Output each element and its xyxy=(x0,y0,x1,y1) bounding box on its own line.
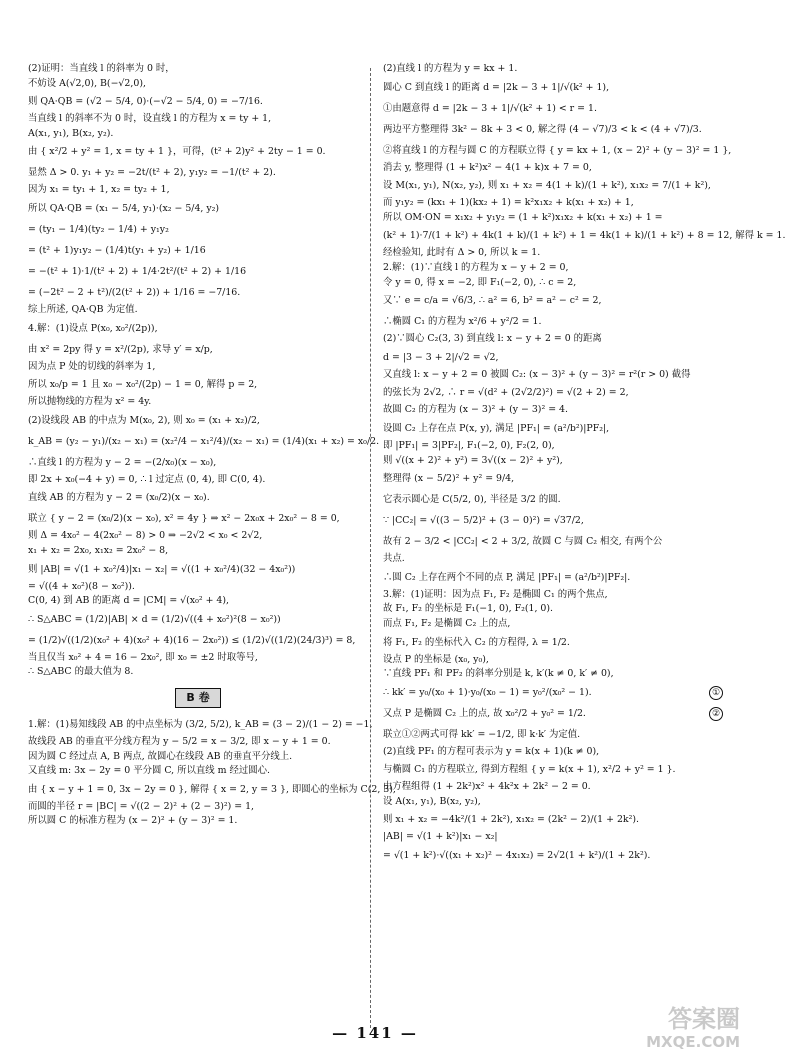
text-line: (2)设线段 AB 的中点为 M(x₀, 2), 则 x₀ = (x₁ + x₂)/2, xyxy=(28,414,260,426)
text-line: 联立①②两式可得 kk′ = −1/2, 即 k·k′ 为定值. xyxy=(383,728,581,740)
text-line: ∵ |CC₂| = √((3 − 5/2)² + (3 − 0)²) = √37/2, xyxy=(383,515,584,527)
text-line xyxy=(383,703,723,724)
text-line: 所以 OM·ON = x₁x₂ + y₁y₂ = (1 + k²)x₁x₂ + k(x₁ + x₂) + 1 = xyxy=(383,211,663,223)
text-line: 不妨设 A(√2,0), B(−√2,0), xyxy=(28,77,146,89)
text-line: 所以 x₀/p = 1 且 x₀ − x₀²/(2p) − 1 = 0, 解得 p = 2, xyxy=(28,379,258,391)
text-line: 1.解：(1)易知线段 AB 的中点坐标为 (3/2, 5/2), k_AB = (3 − 2)/(1 − 2) = −1, xyxy=(28,718,373,730)
text-line: 由 x² = 2py 得 y = x²/(2p), 求导 y′ = x/p, xyxy=(28,343,213,355)
text-line: 所以 QA·QB = (x₁ − 5/4, y₁)·(x₂ − 5/4, y₂) xyxy=(28,202,220,214)
equation-marker: ① xyxy=(709,686,723,700)
page-number: — 141 — xyxy=(332,1024,418,1042)
text-line: 即 |PF₁| = 3|PF₂|, F₁(−2, 0), F₂(2, 0), xyxy=(383,439,555,451)
text-line: 整理得 (x − 5/2)² + y² = 9/4, xyxy=(383,473,515,485)
text-line: = (ty₁ − 1/4)(ty₂ − 1/4) + y₁y₂ xyxy=(28,223,169,235)
text-line: 3.解：(1)证明：因为点 F₁, F₂ 是椭圆 C₁ 的两个焦点, xyxy=(383,588,608,600)
text-line: 消去 y, 整理得 (1 + k²)x² − 4(1 + k)x + 7 = 0, xyxy=(383,161,592,173)
text-line: = −(t² + 1)·1/(t² + 2) + 1/4·2t²/(t² + 2) + 1/16 xyxy=(28,265,247,277)
text-line: 共点. xyxy=(383,553,405,565)
text-line: 则 QA·QB = (√2 − 5/4, 0)·(−√2 − 5/4, 0) = −7/16. xyxy=(28,96,263,108)
watermark-logo xyxy=(612,1005,740,1057)
text-line: 又∵ e = c/a = √6/3, ∴ a² = 6, b² = a² − c² = 2, xyxy=(383,295,602,307)
text-line: 则 |AB| = √(1 + x₀²/4)|x₁ − x₂| = √((1 + x₀²/4)(32 − 4x₀²)) xyxy=(28,563,296,575)
text-line: C(0, 4) 到 AB 的距离 d = |CM| = √(x₀² + 4), xyxy=(28,595,230,607)
text-line: 经检验知, 此时有 Δ > 0, 所以 k = 1. xyxy=(383,247,541,259)
column-divider xyxy=(370,68,371,1028)
text-line: 圆心 C 到直线 l 的距离 d = |2k − 3 + 1|/√(k² + 1), xyxy=(383,81,610,93)
text-line: = √(1 + k²)·√((x₁ + x₂)² − 4x₁x₂) = 2√2(1 + k²)/(1 + 2k²). xyxy=(383,850,651,862)
text-fragment: ∴ kk′ = y₀/(x₀ + 1)·y₀/(x₀ − 1) = y₀²/(x₀² − 1). xyxy=(383,686,592,698)
text-line: 因为 x₁ = ty₁ + 1, x₂ = ty₂ + 1, xyxy=(28,184,170,196)
text-line: 令 y = 0, 得 x = −2, 即 F₁(−2, 0), ∴ c = 2, xyxy=(383,276,577,288)
section-label: B 卷 xyxy=(175,688,220,708)
text-line: 由 { x − y + 1 = 0, 3x − 2y = 0 }, 解得 { x = 2, y = 3 }, 即圆心的坐标为 C(2, 3), xyxy=(28,783,396,795)
text-line: 则 Δ = 4x₀² − 4(2x₀² − 8) > 0 ⇒ −2√2 < x₀ < 2√2, xyxy=(28,530,263,542)
text-line: 当且仅当 x₀² + 4 = 16 − 2x₀², 即 x₀ = ±2 时取等号, xyxy=(28,651,258,663)
text-line: 设 A(x₁, y₁), B(x₂, y₂), xyxy=(383,795,481,807)
text-line: ∴椭圆 C₁ 的方程为 x²/6 + y²/2 = 1. xyxy=(383,316,542,328)
text-line: 综上所述, QA·QB 为定值. xyxy=(28,303,138,315)
text-line: 又直线 m: 3x − 2y = 0 平分圆 C, 所以直线 m 经过圆心. xyxy=(28,765,270,777)
right-column xyxy=(383,62,785,866)
text-line: 而 y₁y₂ = (kx₁ + 1)(kx₂ + 1) = k²x₁x₂ + k(x₁ + x₂) + 1, xyxy=(383,197,634,209)
text-line: 由方程组得 (1 + 2k²)x² + 4k²x + 2k² − 2 = 0. xyxy=(383,781,591,793)
text-line: (2)直线 l 的方程为 y = kx + 1. xyxy=(383,63,518,74)
text-line: 设点 P 的坐标是 (x₀, y₀), xyxy=(383,653,489,665)
text-line: 两边平方整理得 3k² − 8k + 3 < 0, 解之得 (4 − √7)/3 < k < (4 + √7)/3. xyxy=(383,123,702,135)
text-line xyxy=(383,682,723,703)
text-line: 2.解：(1)∵直线 l 的方程为 x − y + 2 = 0, xyxy=(383,261,569,273)
text-line: (k² + 1)·7/(1 + k²) + 4k(1 + k)/(1 + k²) + 1 = 4k(1 + k)/(1 + k²) + 8 = 12, 解得 k = 1. xyxy=(383,230,785,242)
text-line: 则 √((x + 2)² + y²) = 3√((x − 2)² + y²), xyxy=(383,454,563,466)
text-line: 故有 2 − 3/2 < |CC₂| < 2 + 3/2, 故圆 C 与圆 C₂ 相交, 有两个公 xyxy=(383,536,663,548)
text-line: 设圆 C₂ 上存在点 P(x, y), 满足 |PF₁| = (a²/b²)|PF₂|, xyxy=(383,422,610,434)
watermark-logo-text: 答案圈 xyxy=(668,1005,740,1033)
text-line: = (1/2)√((1/2)(x₀² + 4)(x₀² + 4)(16 − 2x₀²)) ≤ (1/2)√((1/2)(24/3)³) = 8, xyxy=(28,634,356,646)
text-line: 故线段 AB 的垂直平分线方程为 y − 5/2 = x − 3/2, 即 x − y + 1 = 0. xyxy=(28,735,331,747)
text-line: ②将直线 l 的方程与圆 C 的方程联立得 { y = kx + 1, (x − 2)² + (y − 3)² = 1 }, xyxy=(383,144,732,156)
text-line: 又直线 l: x − y + 2 = 0 被圆 C₂: (x − 3)² + (y − 3)² = r²(r > 0) 截得 xyxy=(383,368,691,380)
text-line: 故 F₁, F₂ 的坐标是 F₁(−1, 0), F₂(1, 0). xyxy=(383,603,554,615)
text-line: 当直线 l 的斜率不为 0 时，设直线 l 的方程为 x = ty + 1, xyxy=(28,113,272,125)
text-line: 由 { x²/2 + y² = 1, x = ty + 1 }，可得，(t² + 2)y² + 2ty − 1 = 0. xyxy=(28,146,326,158)
text-line: = √((4 + x₀²)(8 − x₀²)). xyxy=(28,580,135,592)
text-line: ①由题意得 d = |2k − 3 + 1|/√(k² + 1) < r = 1. xyxy=(383,102,597,114)
text-line: 所以抛物线的方程为 x² = 4y. xyxy=(28,396,152,408)
text-line: 而圆的半径 r = |BC| = √((2 − 2)² + (2 − 3)²) = 1, xyxy=(28,800,255,812)
text-line: 因为点 P 处的切线的斜率为 1, xyxy=(28,360,156,372)
text-line: ∴圆 C₂ 上存在两个不同的点 P, 满足 |PF₁| = (a²/b²)|PF₂|. xyxy=(383,571,631,583)
text-line: ∴ S△ABC 的最大值为 8. xyxy=(28,666,134,678)
text-line: ∵直线 PF₁ 和 PF₂ 的斜率分别是 k, k′(k ≠ 0, k′ ≠ 0), xyxy=(383,668,614,680)
text-line: (2)∵圆心 C₂(3, 3) 到直线 l: x − y + 2 = 0 的距离 xyxy=(383,333,602,345)
text-line: 将 F₁, F₂ 的坐标代入 C₂ 的方程得, λ = 1/2. xyxy=(383,636,570,648)
text-line: 与椭圆 C₁ 的方程联立, 得到方程组 { y = k(x + 1), x²/2 + y² = 1 }. xyxy=(383,764,676,776)
text-line: 所以圆 C 的标准方程为 (x − 2)² + (y − 3)² = 1. xyxy=(28,815,238,827)
text-line: 故圆 C₂ 的方程为 (x − 3)² + (y − 3)² = 4. xyxy=(383,404,568,416)
text-line: |AB| = √(1 + k²)|x₁ − x₂| xyxy=(383,831,498,843)
text-line: x₁ + x₂ = 2x₀, x₁x₂ = 2x₀² − 8, xyxy=(28,544,169,556)
text-line: A(x₁, y₁), B(x₂, y₂). xyxy=(28,127,114,139)
text-line: d = |3 − 3 + 2|/√2 = √2, xyxy=(383,351,499,363)
text-line: 设 M(x₁, y₁), N(x₂, y₂), 则 x₁ + x₂ = 4(1 + k)/(1 + k²), x₁x₂ = 7/(1 + k²), xyxy=(383,180,711,192)
text-fragment: 又点 P 是椭圆 C₂ 上的点, 故 x₀²/2 + y₀² = 1/2. xyxy=(383,707,586,719)
text-line: = (−2t² − 2 + t²)/(2(t² + 2)) + 1/16 = −7/16. xyxy=(28,286,241,298)
text-line: 它表示圆心是 C(5/2, 0), 半径是 3/2 的圆. xyxy=(383,494,561,506)
text-line: 显然 Δ > 0. y₁ + y₂ = −2t/(t² + 2), y₁y₂ = −1/(t² + 2). xyxy=(28,167,276,179)
watermark-url: MXQE.COM xyxy=(646,1033,740,1051)
text-line: ∴直线 l 的方程为 y − 2 = −(2/x₀)(x − x₀), xyxy=(28,456,217,468)
text-line: 因为圆 C 经过点 A, B 两点, 故圆心在线段 AB 的垂直平分线上. xyxy=(28,750,293,762)
text-line: (2)直线 PF₁ 的方程可表示为 y = k(x + 1)(k ≠ 0), xyxy=(383,745,600,757)
text-line: 则 x₁ + x₂ = −4k²/(1 + 2k²), x₁x₂ = (2k² − 2)/(1 + 2k²). xyxy=(383,814,639,826)
text-line: = (t² + 1)y₁y₂ − (1/4)t(y₁ + y₂) + 1/16 xyxy=(28,244,206,256)
text-line: ∴ S△ABC = (1/2)|AB| × d = (1/2)√((4 + x₀²)²(8 − x₀²)) xyxy=(28,613,281,625)
section-header xyxy=(28,688,368,708)
equation-marker: ② xyxy=(709,707,723,721)
text-line: 而点 F₁, F₂ 是椭圆 C₂ 上的点, xyxy=(383,617,511,629)
text-line: (2)证明：当直线 l 的斜率为 0 时， xyxy=(28,63,175,74)
text-line: 即 2x + x₀(−4 + y) = 0, ∴ l 过定点 (0, 4), 即 C(0, 4). xyxy=(28,473,266,485)
text-line: 直线 AB 的方程为 y − 2 = (x₀/2)(x − x₀). xyxy=(28,492,210,504)
text-line: 的弦长为 2√2, ∴ r = √(d² + (2√2/2)²) = √(2 + 2) = 2, xyxy=(383,387,629,399)
text-line: k_AB = (y₂ − y₁)/(x₂ − x₁) = (x₂²/4 − x₁²/4)/(x₂ − x₁) = (1/4)(x₁ + x₂) = x₀/2. xyxy=(28,435,380,447)
text-line: 联立 { y − 2 = (x₀/2)(x − x₀), x² = 4y } ⇒ x² − 2x₀x + 2x₀² − 8 = 0, xyxy=(28,513,340,525)
text-line: 4.解：(1)设点 P(x₀, x₀²/(2p)), xyxy=(28,322,158,334)
